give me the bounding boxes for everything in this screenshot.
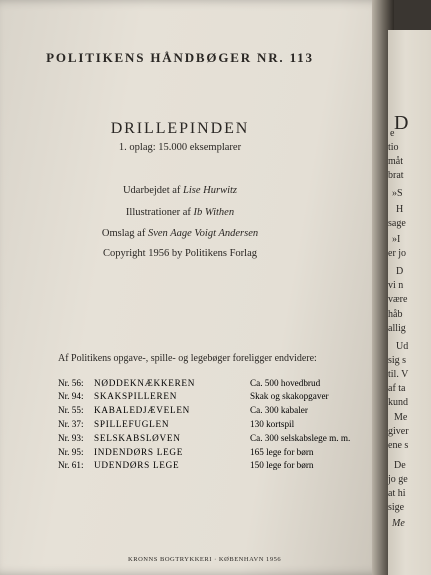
credit-name: Lise Hurwitz [183,185,238,196]
page-fragment: sage [388,218,406,229]
page-fragment: tio [388,142,399,153]
book-description: Ca. 300 selskabslege m. m. [250,433,351,443]
page-fragment: giver [388,426,409,437]
page-fragment: Ud [396,341,409,352]
list-item [58,460,368,473]
list-item [58,391,368,404]
credit-prefix: Illustrationer af [125,207,194,218]
list-item [58,433,368,446]
right-page [388,30,431,575]
credit-name: Ib Withen [193,207,235,218]
book-number: Nr. 37: [58,419,84,429]
list-heading: Af Politikens opgave-, spille- og legebøger foreligger endvidere: [58,353,317,364]
page-fragment: Me [394,412,408,423]
book-description: Skak og skakopgaver [250,391,329,401]
book-number: Nr. 93: [58,433,84,443]
page-fragment: ene s [388,440,409,451]
copyright-line: Copyright 1956 by Politikens Forlag [102,248,257,259]
page-fragment: Me [392,518,405,529]
list-item [58,447,368,460]
page-fragment: »I [392,234,401,245]
book-number: Nr. 61: [58,460,84,470]
book-title-item: SPILLEFUGLEN [94,419,170,429]
credit-name: Sven Aage Voigt Andersen [147,228,259,239]
page-fragment: »S [392,188,403,199]
credit-prefix: Udarbejdet af [122,185,184,196]
page-fragment: måt [388,156,403,167]
book-title-item: SELSKABSLØVEN [94,433,181,443]
credit-cover [0,228,360,239]
page-fragment: D [394,112,409,134]
printing-info: 1. oplag: 15.000 eksemplarer [118,142,242,153]
list-item [58,378,368,391]
page-fragment: sige [388,502,405,513]
book-title-item: KABALEDJÆVELEN [94,405,191,415]
book-description: 150 lege for børn [250,460,314,470]
page-fragment: De [394,460,406,471]
page-fragment: allig [388,323,406,334]
credit-author [0,185,360,196]
book-number: Nr. 55: [58,405,84,415]
page-fragment: til. V [388,369,409,380]
book-title-item: UDENDØRS LEGE [94,460,180,470]
book-description: Ca. 300 kabaler [250,405,308,415]
book-description: 130 kortspil [250,419,295,429]
page-fragment: brat [388,170,404,181]
page-fragment: være [388,294,408,305]
book-title-item: INDENDØRS LEGE [94,447,184,457]
list-item [58,419,368,432]
series-title: POLITIKENS HÅNDBØGER NR. 113 [46,50,314,65]
book-number: Nr. 94: [58,391,84,401]
page-fragment: sig s [388,355,407,366]
page-fragment: vi n [388,280,404,291]
book-title-item: SKAKSPILLEREN [94,391,178,401]
book-number: Nr. 95: [58,447,84,457]
page-fragment: D [396,266,404,277]
book-title-item: NØDDEKNÆKKEREN [94,378,196,388]
printer-imprint: KRONNS BOGTRYKKERI · KØBENHAVN 1956 [128,556,282,563]
book-description: 165 lege for børn [250,447,314,457]
page-fragment: at hi [388,488,406,499]
page-fragment: af ta [388,383,406,394]
page-fragment: jo ge [388,474,408,485]
page-fragment: kund [388,397,408,408]
book-title: DRILLEPINDEN [110,120,250,137]
credit-illustrator [0,207,360,218]
page-fragment: håb [388,309,403,320]
list-item [58,405,368,418]
book-description: Ca. 500 hovedbrud [250,378,321,388]
page-fragment: er jo [388,248,407,259]
page-fragment: H [396,204,404,215]
credit-prefix: Omslag af [101,228,148,239]
book-number: Nr. 56: [58,378,84,388]
page-fragment: e [390,128,395,139]
